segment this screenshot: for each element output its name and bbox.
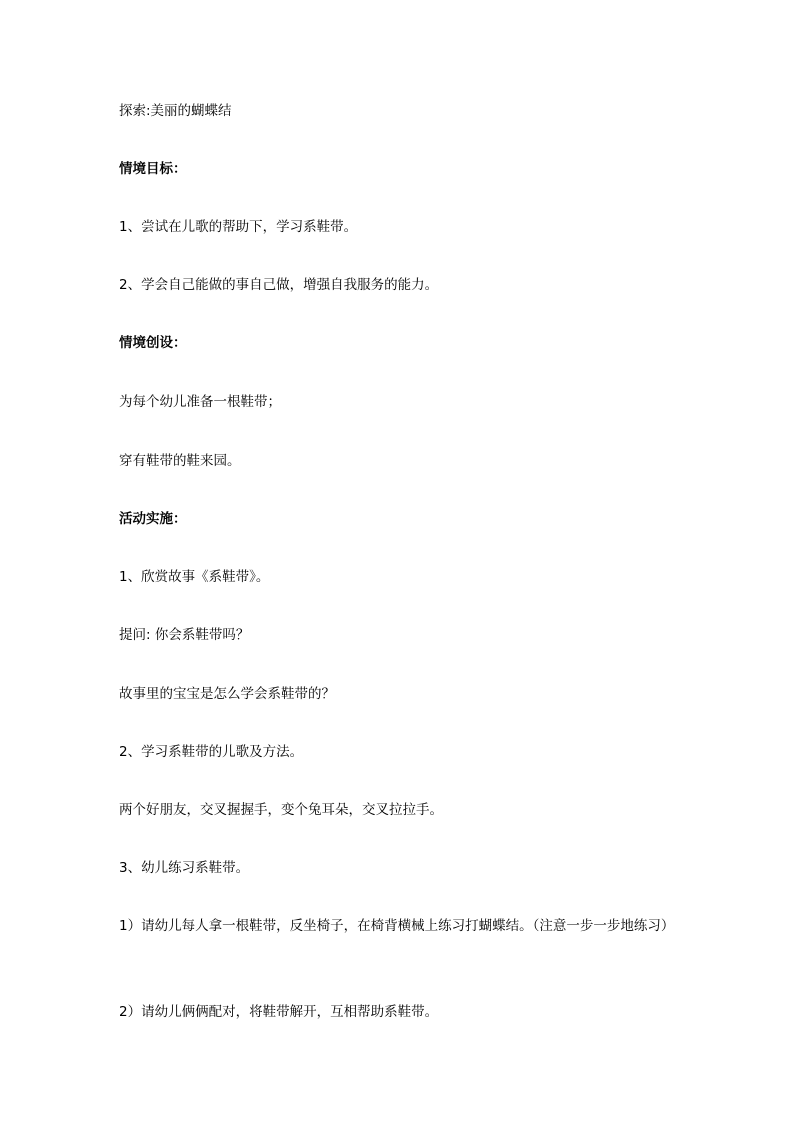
activity-question-2: 故事里的宝宝是怎么学会系鞋带的？	[119, 686, 335, 702]
goal-item-1: 1、尝试在儿歌的帮助下，学习系鞋带。	[119, 219, 358, 235]
activity-step-3: 3、幼儿练习系鞋带。	[119, 860, 250, 876]
heading-activity: 活动实施：	[119, 511, 187, 527]
practice-item-1: 1）请幼儿每人拿一根鞋带，反坐椅子，在椅背横械上练习打蝴蝶结。（注意一步一步地练习）	[119, 918, 675, 934]
setup-item-1: 为每个幼儿准备一根鞋带；	[119, 394, 281, 410]
document-title: 探索:美丽的蝴蝶结	[119, 103, 232, 119]
activity-question-1: 提问: 你会系鞋带吗？	[119, 627, 250, 643]
activity-step-2: 2、学习系鞋带的儿歌及方法。	[119, 744, 304, 760]
heading-setup: 情境创设：	[119, 335, 187, 351]
rhyme-text: 两个好朋友，交叉握握手，变个兔耳朵，交叉拉拉手。	[119, 802, 443, 818]
heading-goals: 情境目标：	[119, 161, 187, 177]
goal-item-2: 2、学会自己能做的事自己做，增强自我服务的能力。	[119, 277, 439, 293]
activity-step-1: 1、欣赏故事《系鞋带》。	[119, 569, 270, 585]
setup-item-2: 穿有鞋带的鞋来园。	[119, 453, 241, 469]
practice-item-2: 2）请幼儿俩俩配对，将鞋带解开，互相帮助系鞋带。	[119, 1004, 439, 1020]
